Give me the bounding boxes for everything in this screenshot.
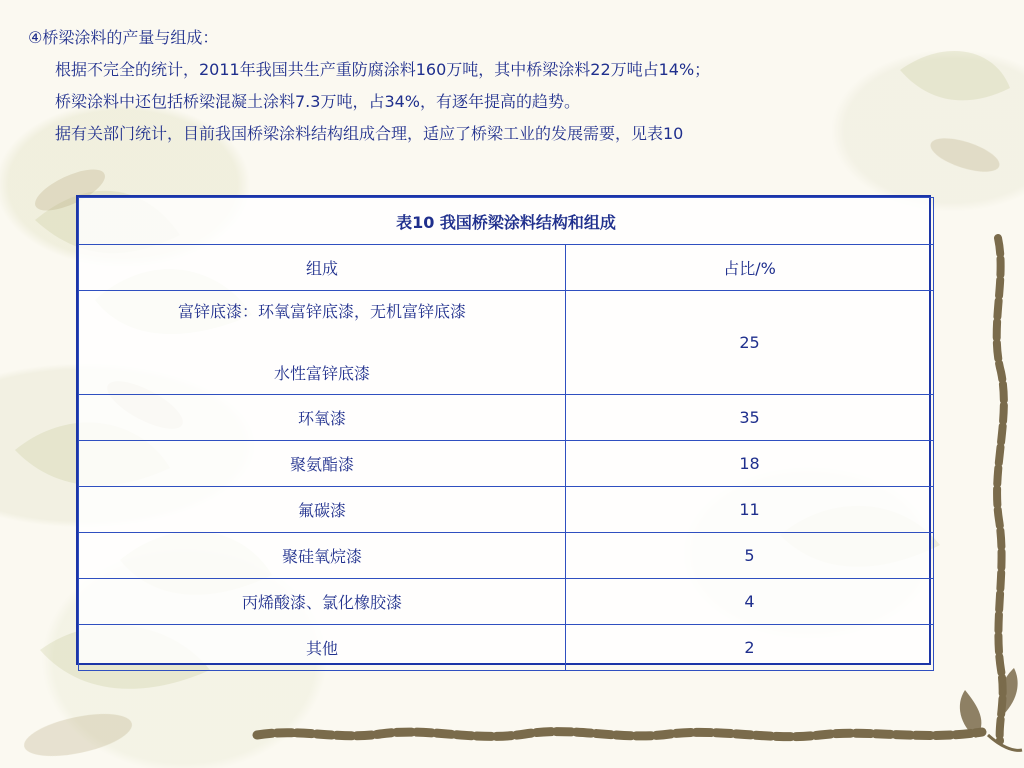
- composition-cell: 丙烯酸漆、氯化橡胶漆: [79, 579, 566, 625]
- percent-header: 占比/%: [566, 245, 934, 291]
- intro-line-2: 根据不完全的统计，2011年我国共生产重防腐涂料160万吨，其中桥梁涂料22万吨占14%；: [55, 60, 711, 79]
- composition-line-2: 水性富锌底漆: [273, 364, 370, 383]
- table-row: [79, 487, 934, 533]
- table-row: [79, 395, 934, 441]
- intro-line-4: 据有关部门统计，目前我国桥梁涂料结构组成合理，适应了桥梁工业的发展需要，见表10: [55, 124, 684, 143]
- percent-cell: 18: [566, 441, 934, 487]
- composition-header: 组成: [79, 245, 566, 291]
- percent-cell: 25: [566, 291, 934, 395]
- composition-cell: 聚硅氧烷漆: [79, 533, 566, 579]
- percent-cell: 4: [566, 579, 934, 625]
- percent-cell: 35: [566, 395, 934, 441]
- percent-cell: 11: [566, 487, 934, 533]
- percent-cell: 2: [566, 625, 934, 671]
- intro-line-1: ④桥梁涂料的产量与组成：: [28, 28, 219, 47]
- composition-cell: 环氧漆: [79, 395, 566, 441]
- table-title-row: [79, 198, 934, 245]
- table-row: [79, 441, 934, 487]
- table-row: [79, 533, 934, 579]
- composition-cell: 其他: [79, 625, 566, 671]
- table-header-row: [79, 245, 934, 291]
- composition-table-container: [76, 195, 931, 665]
- composition-cell: 聚氨酯漆: [79, 441, 566, 487]
- table-row: [79, 291, 934, 395]
- percent-cell: 5: [566, 533, 934, 579]
- composition-cell: [79, 291, 566, 395]
- table-row: [79, 625, 934, 671]
- table-row: [79, 579, 934, 625]
- composition-cell: 氟碳漆: [79, 487, 566, 533]
- composition-line-1: 富锌底漆：环氧富锌底漆，无机富锌底漆: [177, 302, 466, 321]
- composition-table: [78, 197, 934, 671]
- table-title: 表10 我国桥梁涂料结构和组成: [79, 198, 934, 245]
- intro-line-3: 桥梁涂料中还包括桥梁混凝土涂料7.3万吨，占34%，有逐年提高的趋势。: [55, 92, 581, 111]
